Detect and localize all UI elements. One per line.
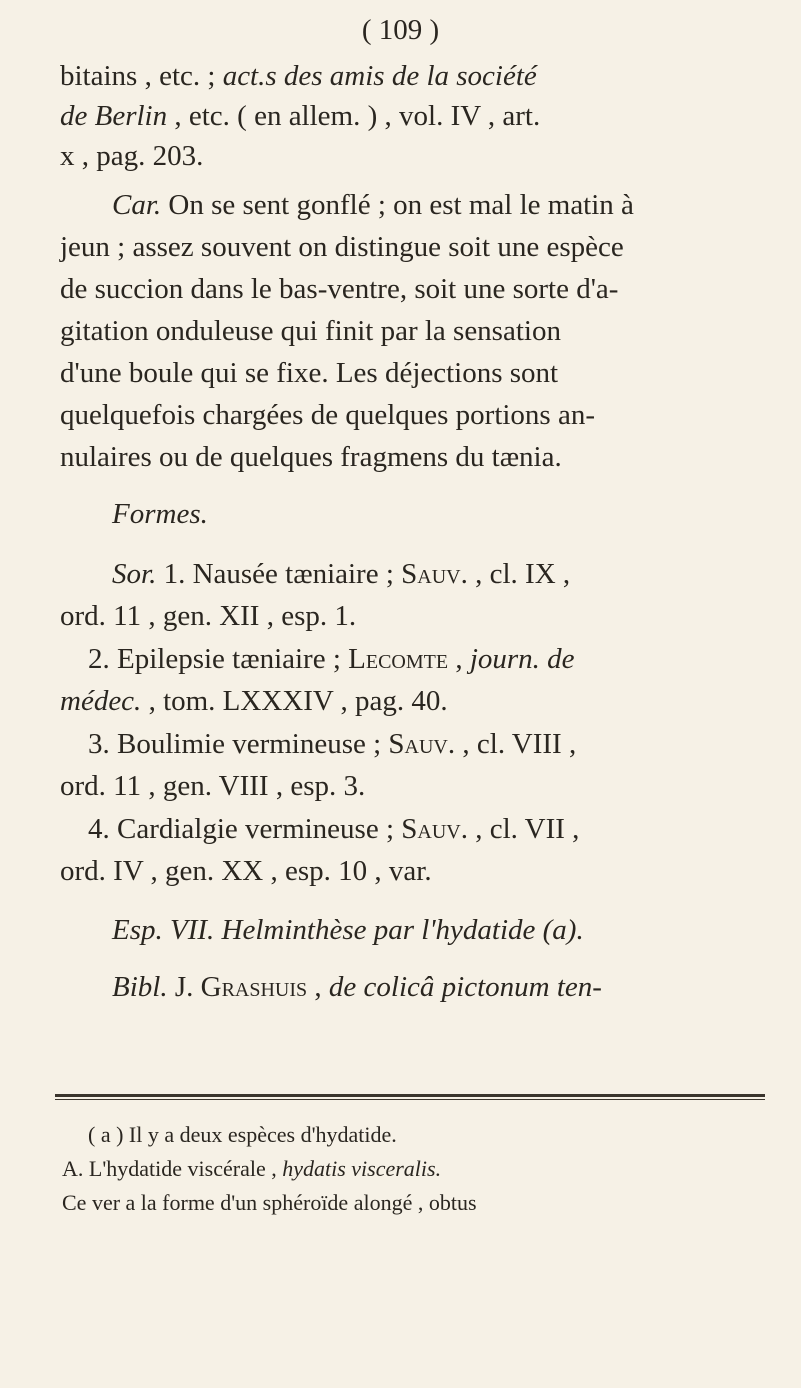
text-span: , tom. LXXXIV , pag. 40. [141, 685, 448, 717]
text-line [60, 58, 760, 94]
text-line [60, 683, 760, 719]
footnote-line [62, 1154, 762, 1184]
text-line [88, 641, 788, 677]
smallcaps-span: Sauv. [401, 558, 468, 590]
footnote-rule [55, 1094, 765, 1097]
text-span: J. [167, 971, 201, 1003]
smallcaps-span: Grashuis [200, 971, 308, 1003]
text-line: ord. 11 , gen. VIII , esp. 3. [60, 770, 366, 802]
text-line [112, 556, 801, 592]
footnote-line: Ce ver a la forme d'un sphéroïde alongé , obtus [62, 1190, 477, 1215]
text-line [88, 811, 788, 847]
text-span: bitains , etc. ; [60, 60, 223, 92]
text-span: , cl. IX , [467, 558, 571, 590]
smallcaps-span: Sauv. [388, 728, 456, 760]
text-line: ord. IV , gen. XX , esp. 10 , var. [60, 855, 432, 887]
text-span: 4. Cardialgie vermineuse ; [88, 813, 402, 845]
text-line: d'une boule qui se fixe. Les déjections sont [60, 357, 559, 389]
italic-span: act.s des amis de la société [222, 60, 537, 92]
text-span: , etc. ( en allem. ) , vol. IV , art. [167, 100, 541, 132]
text-line: quelquefois chargées de quelques portions an- [60, 399, 595, 431]
italic-span: Sor. [112, 558, 157, 590]
text-span: 2. Epilepsie tæniaire ; [88, 643, 349, 675]
paragraph-start [112, 187, 801, 223]
text-span: On se sent gonflé ; on est mal le matin à [161, 189, 634, 221]
text-line: jeun ; assez souvent on distingue soit une espèce [60, 231, 624, 263]
text-line [88, 726, 788, 762]
text-line [60, 98, 760, 134]
section-heading-formes: Formes. [112, 498, 208, 530]
page-number: ( 109 ) [361, 14, 440, 46]
italic-span: médec. [60, 685, 142, 717]
species-heading: Esp. VII. Helminthèse par l'hydatide (a). [112, 914, 584, 946]
italic-span: de Berlin [60, 100, 168, 132]
text-line: x , pag. 203. [60, 140, 204, 172]
text-span: , [307, 971, 329, 1003]
bibliography-line [112, 969, 801, 1005]
text-span: 3. Boulimie vermineuse ; [88, 728, 389, 760]
text-line: nulaires ou de quelques fragmens du tænia. [60, 441, 562, 473]
text-line: de succion dans le bas-ventre, soit une sorte d'a- [60, 273, 619, 305]
italic-span: journ. de [469, 643, 575, 675]
footnote-rule-thin [55, 1099, 765, 1100]
italic-span: Bibl. [112, 971, 168, 1003]
italic-span: Car. [112, 189, 162, 221]
text-line: ord. 11 , gen. XII , esp. 1. [60, 600, 357, 632]
text-span: A. L'hydatide viscérale , [62, 1156, 283, 1181]
text-span: 1. Nausée tæniaire ; [156, 558, 402, 590]
text-span: , cl. VIII , [455, 728, 577, 760]
text-line: gitation onduleuse qui finit par la sensation [60, 315, 561, 347]
text-span: , cl. VII , [467, 813, 580, 845]
text-span: , [448, 643, 470, 675]
italic-span: hydatis visceralis. [282, 1156, 442, 1181]
smallcaps-span: Sauv. [401, 813, 468, 845]
italic-span: de colicâ pictonum ten- [328, 971, 602, 1003]
footnote-line: ( a ) Il y a deux espèces d'hydatide. [88, 1122, 397, 1147]
smallcaps-span: Lecomte [348, 643, 449, 675]
